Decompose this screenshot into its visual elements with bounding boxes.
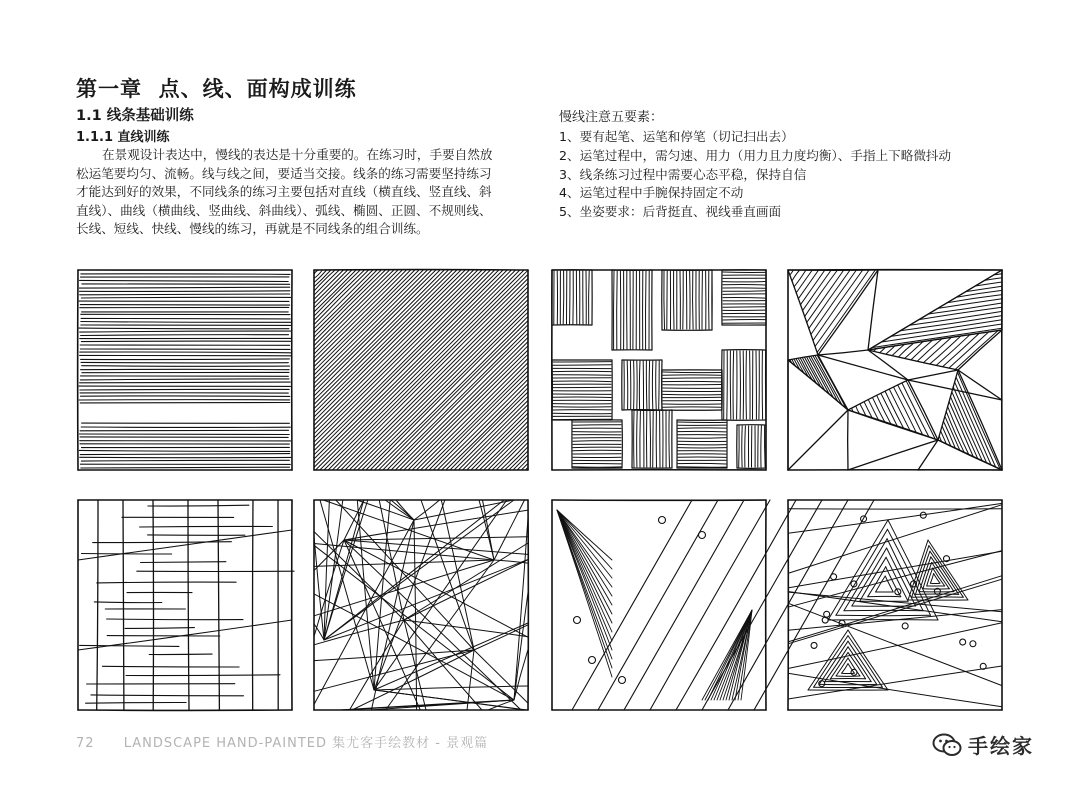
- note-item: 2、运笔过程中，需匀速、用力（用力且力度均衡）、手指上下略微抖动: [559, 147, 952, 163]
- note-item: 5、坐姿要求：后背挺直、视线垂直画面: [559, 204, 782, 220]
- sketch-triangle-hatching: [788, 270, 1002, 470]
- note-item: 3、线条练习过程中需要心态平稳，保持自信: [559, 166, 807, 182]
- body-line: 才能达到好的效果，不同线条的练习主要包括对直线（横直线、竖直线、斜: [76, 184, 492, 200]
- wechat-icon: [932, 732, 962, 758]
- page-footer: [76, 732, 488, 751]
- subsection-title: 1.1.1 直线训练: [76, 130, 170, 145]
- note-item: 1、要有起笔、运笔和停笔（切记扫出去）: [559, 129, 794, 144]
- sketch-cross-grid-lines: [78, 500, 292, 710]
- note-item: 4、运笔过程中手腕保持固定不动: [559, 185, 744, 201]
- watermark: [932, 730, 1034, 759]
- sketch-horizontal-lines: [78, 270, 292, 470]
- sketch-diagonal-hatching: [314, 270, 528, 470]
- body-line: 松运笔要均匀、流畅。线与线之间，要适当交接。线条的练习需要坚持练习: [76, 165, 492, 181]
- sketch-diagonal-fans-with-circles: [552, 500, 766, 710]
- body-paragraph: [76, 146, 528, 239]
- body-line: 在景观设计表达中，慢线的表达是十分重要的。在练习时，手要自然放: [102, 147, 493, 162]
- body-line: 长线、短线、快线、慢线的练习，再就是不同线条的组合训练。: [76, 221, 429, 237]
- body-line: 直线）、曲线（横曲线、竖曲线、斜曲线）、弧线、椭圆、正圆、不规则线、: [76, 202, 492, 218]
- watermark-text: 手绘家: [968, 734, 1034, 758]
- notes-title: 慢线注意五要素：: [559, 110, 664, 125]
- line-practice-sketches: [78, 270, 1002, 715]
- footer-text: LANDSCAPE HAND-PAINTED 集尤客手绘教材 - 景观篇: [123, 736, 489, 751]
- chapter-title: 第一章 点、线、面构成训练: [76, 77, 357, 101]
- section-title: 1.1 线条基础训练: [76, 108, 194, 124]
- sketch-nested-block-hatching: [552, 270, 766, 470]
- sketch-radiating-lines: [314, 500, 528, 710]
- notes-list: [559, 128, 951, 222]
- sketch-triangles-with-dots: [788, 500, 1002, 710]
- page-number: 72: [76, 736, 95, 751]
